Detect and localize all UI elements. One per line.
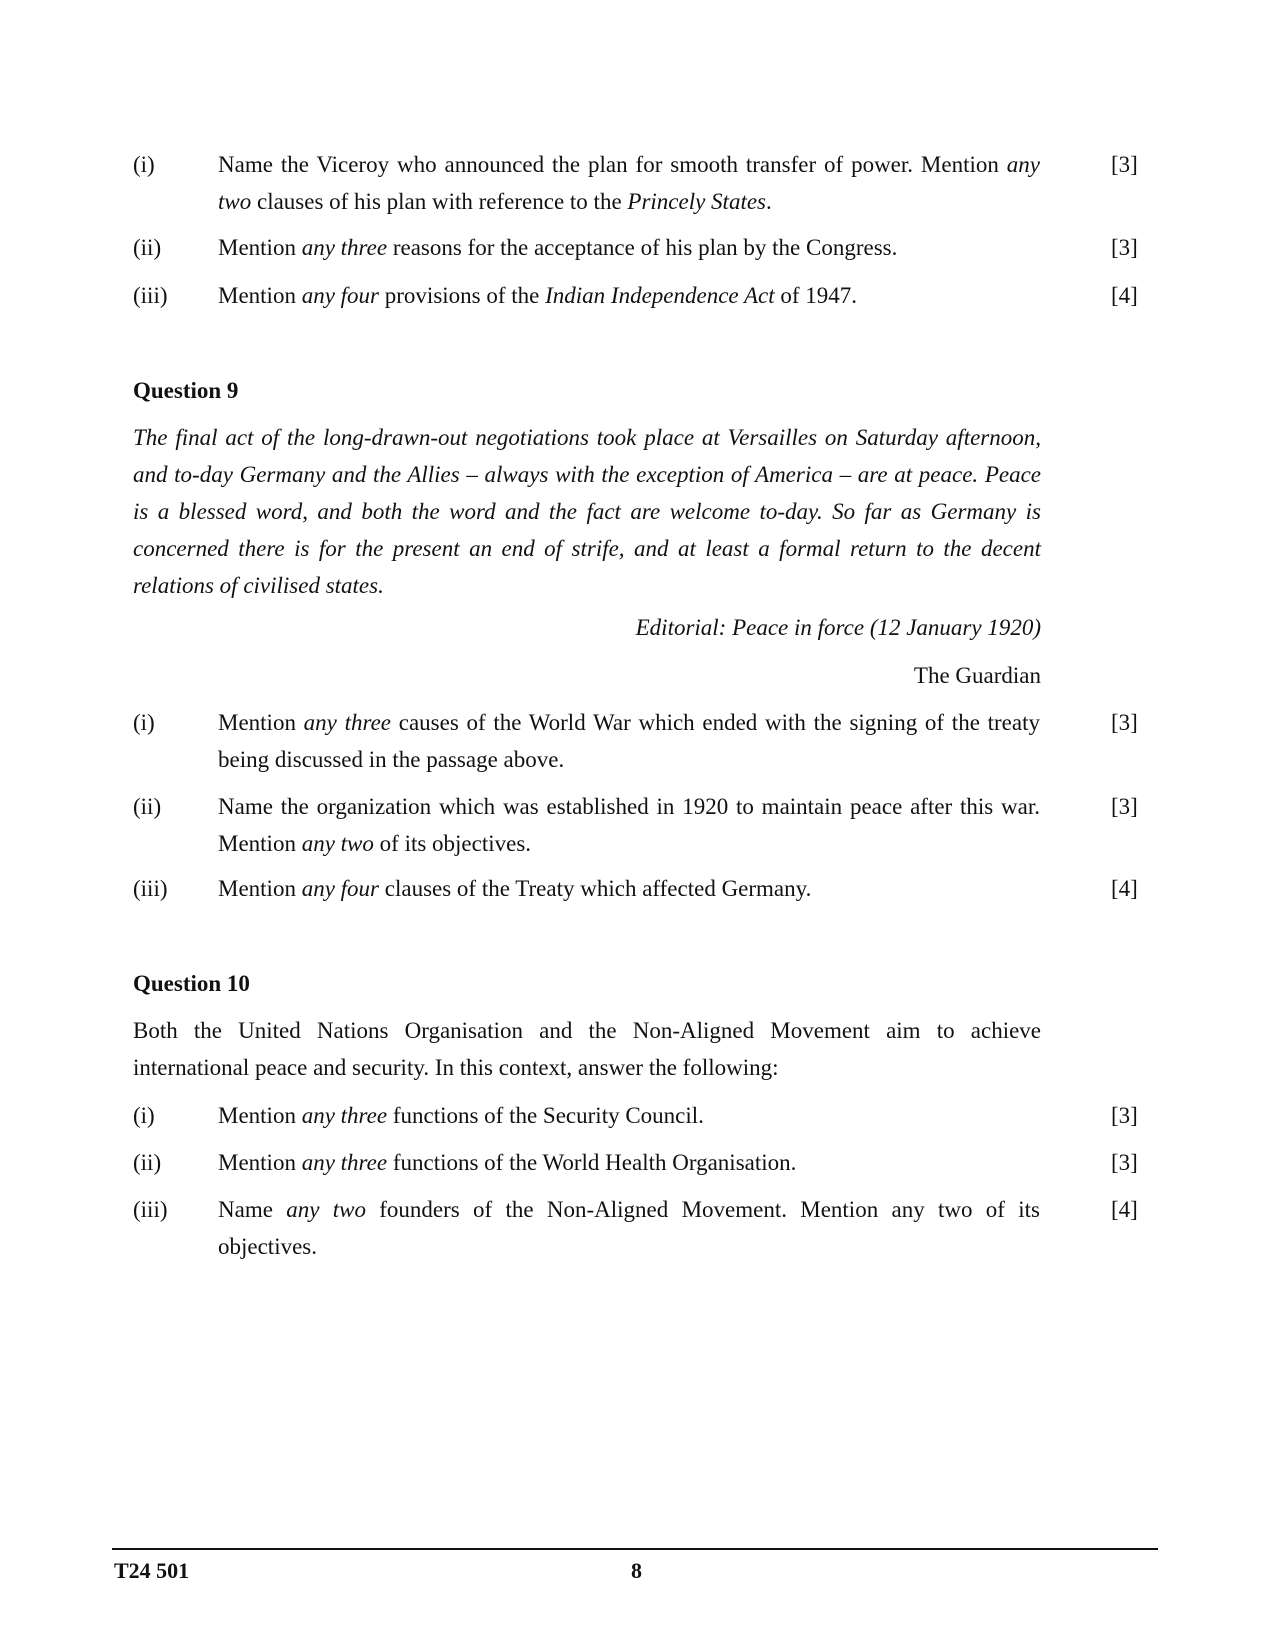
part-text	[218, 1097, 1040, 1134]
emphasis-text: any two	[218, 152, 1040, 214]
marks-label: [3]	[1111, 152, 1138, 177]
part-text	[218, 704, 1040, 778]
marks-label: [3]	[1111, 1103, 1138, 1128]
text-segment: reasons for the acceptance of his plan by the Congress.	[387, 235, 898, 260]
text-segment: functions of the Security Council.	[387, 1103, 704, 1128]
text-segment: provisions of the	[379, 283, 546, 308]
text-segment: founders of the Non-Aligned Movement. Mention any two of its objectives.	[218, 1197, 1040, 1259]
part-number: (iii)	[133, 1197, 168, 1222]
emphasis-text: any three	[303, 710, 392, 735]
part-number: (iii)	[133, 876, 168, 901]
text-segment: Mention	[218, 1150, 302, 1175]
question-9-heading: Question 9	[133, 378, 239, 403]
passage-source-publication: The Guardian	[913, 663, 1041, 688]
part-text	[218, 788, 1040, 862]
marks-label: [3]	[1111, 710, 1138, 735]
text-segment: .	[766, 189, 772, 214]
part-text	[218, 1191, 1040, 1265]
text-segment: causes of the World War which ended with the signing of the treaty being discussed in the passage above.	[218, 710, 1040, 772]
text-segment: Name the organization which was established in 1920 to maintain peace after this war. Mention	[218, 794, 1040, 856]
part-number: (i)	[133, 152, 155, 177]
marks-label: [3]	[1111, 235, 1138, 260]
marks-label: [3]	[1111, 794, 1138, 819]
part-number: (i)	[133, 1103, 155, 1128]
part-text	[218, 146, 1040, 220]
part-text	[218, 277, 1040, 314]
emphasis-text: Indian Independence Act	[545, 283, 775, 308]
text-segment: Mention	[218, 283, 302, 308]
passage-source-title: Editorial: Peace in force (12 January 1920)	[635, 615, 1041, 640]
page-number: 8	[631, 1558, 642, 1583]
question-10-heading: Question 10	[133, 971, 250, 996]
text-segment: clauses of his plan with reference to the	[251, 189, 628, 214]
emphasis-text: any two	[286, 1197, 366, 1222]
text-segment: Mention	[218, 710, 304, 735]
text-segment: Name the Viceroy who announced the plan for smooth transfer of power. Mention	[218, 152, 1007, 177]
marks-label: [3]	[1111, 1150, 1138, 1175]
marks-label: [4]	[1111, 283, 1138, 308]
marks-label: [4]	[1111, 876, 1138, 901]
text-segment: Mention	[218, 876, 302, 901]
emphasis-text: any three	[301, 235, 388, 260]
text-segment: Name	[218, 1197, 287, 1222]
text-segment: functions of the World Health Organisation.	[387, 1150, 797, 1175]
question-10-intro: Both the United Nations Organisation and the Non-Aligned Movement aim to achieve international peace and security. In this context, answer the following:	[133, 1018, 1041, 1080]
marks-label: [4]	[1111, 1197, 1138, 1222]
text-segment: Mention	[218, 1103, 302, 1128]
emphasis-text: any three	[301, 1103, 388, 1128]
part-text	[218, 1144, 1040, 1181]
question-9-passage: The final act of the long-drawn-out negotiations took place at Versailles on Saturday afternoon, and to-day Germany and the Allies – always with the exception of America – are at peace. Peace is a blessed word, and both the word and the fact are welcome to-day. So far as Germany is concerned there is for the present an end of strife, and at least a formal return to the decent relations of civilised states.	[133, 425, 1041, 598]
emphasis-text: any four	[301, 876, 380, 901]
part-number: (ii)	[133, 1150, 162, 1175]
part-number: (i)	[133, 710, 155, 735]
emphasis-text: any three	[301, 1150, 388, 1175]
part-text	[218, 870, 1040, 907]
part-number: (ii)	[133, 235, 162, 260]
emphasis-text: any two	[301, 831, 374, 856]
emphasis-text: any four	[301, 283, 380, 308]
emphasis-text: Princely States	[627, 189, 767, 214]
paper-code: T24 501	[114, 1558, 190, 1583]
text-segment: of 1947.	[774, 283, 858, 308]
part-number: (iii)	[133, 283, 168, 308]
text-segment: of its objectives.	[373, 831, 532, 856]
text-segment: Mention	[218, 235, 302, 260]
part-text	[218, 229, 1040, 266]
footer-divider	[112, 1548, 1158, 1550]
part-number: (ii)	[133, 794, 162, 819]
text-segment: clauses of the Treaty which affected Germany.	[379, 876, 812, 901]
